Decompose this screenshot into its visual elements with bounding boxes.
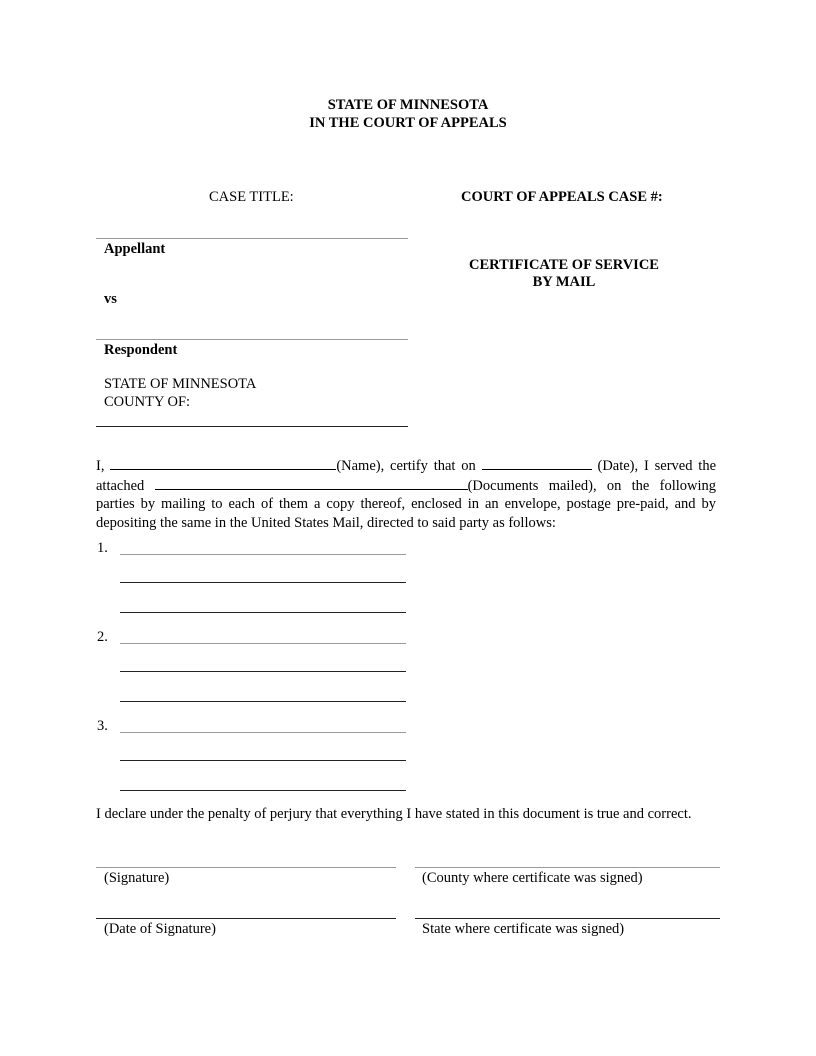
party-3-line-2[interactable] [120, 760, 406, 761]
respondent-line [96, 339, 408, 340]
name-hint: (Name), certify that on [336, 458, 476, 474]
date-signature-label: (Date of Signature) [104, 921, 216, 937]
party-3-line-1[interactable] [120, 732, 406, 733]
party-number-2: 2. [97, 629, 108, 645]
documents-blank[interactable] [155, 476, 468, 490]
date-blank[interactable] [482, 456, 592, 470]
perjury-declaration: I declare under the penalty of perjury that everything I have stated in this document is true and correct. [96, 806, 692, 822]
certification-rest: parties by mailing to each of them a copy thereof, enclosed in an envelope, postage pre-paid, and by depositing the same in the United States Mail, directed to said party as follows: [96, 496, 716, 531]
party-number-1: 1. [97, 540, 108, 556]
appellant-label: Appellant [104, 241, 166, 257]
party-3-line-3[interactable] [120, 790, 406, 791]
court-name-heading: IN THE COURT OF APPEALS [309, 115, 507, 131]
venue-state-label: STATE OF MINNESOTA [104, 376, 257, 392]
respondent-label: Respondent [104, 342, 178, 358]
state-signed-label: State where certificate was signed) [422, 921, 625, 937]
party-2-line-1[interactable] [120, 643, 406, 644]
party-1-line-3[interactable] [120, 612, 406, 613]
court-state-heading: STATE OF MINNESOTA [327, 97, 489, 113]
party-1-line-2[interactable] [120, 582, 406, 583]
appellant-line [96, 238, 408, 239]
signature-label: (Signature) [104, 870, 170, 886]
attached-word: attached [96, 477, 145, 494]
venue-county-label: COUNTY OF: [104, 394, 191, 410]
county-signed-line[interactable] [415, 867, 720, 868]
venue-line [96, 426, 408, 427]
name-blank[interactable] [110, 456, 336, 470]
case-title-label: CASE TITLE: [209, 189, 294, 205]
party-number-3: 3. [97, 718, 108, 734]
certify-prefix: I, [96, 458, 105, 474]
document-title-line2: BY MAIL [532, 274, 596, 290]
documents-hint: (Documents mailed), on the following [467, 477, 716, 494]
signature-line[interactable] [96, 867, 396, 868]
party-2-line-2[interactable] [120, 671, 406, 672]
county-signed-label: (County where certificate was signed) [422, 870, 643, 886]
vs-label: vs [104, 291, 117, 307]
document-title-line1: CERTIFICATE OF SERVICE [469, 257, 659, 273]
state-signed-line[interactable] [415, 918, 720, 919]
party-2-line-3[interactable] [120, 701, 406, 702]
certification-paragraph [96, 456, 716, 532]
date-signature-line[interactable] [96, 918, 396, 919]
date-hint: (Date), I served the [597, 458, 717, 474]
party-1-line-1[interactable] [120, 554, 406, 555]
case-number-label: COURT OF APPEALS CASE #: [461, 189, 663, 205]
